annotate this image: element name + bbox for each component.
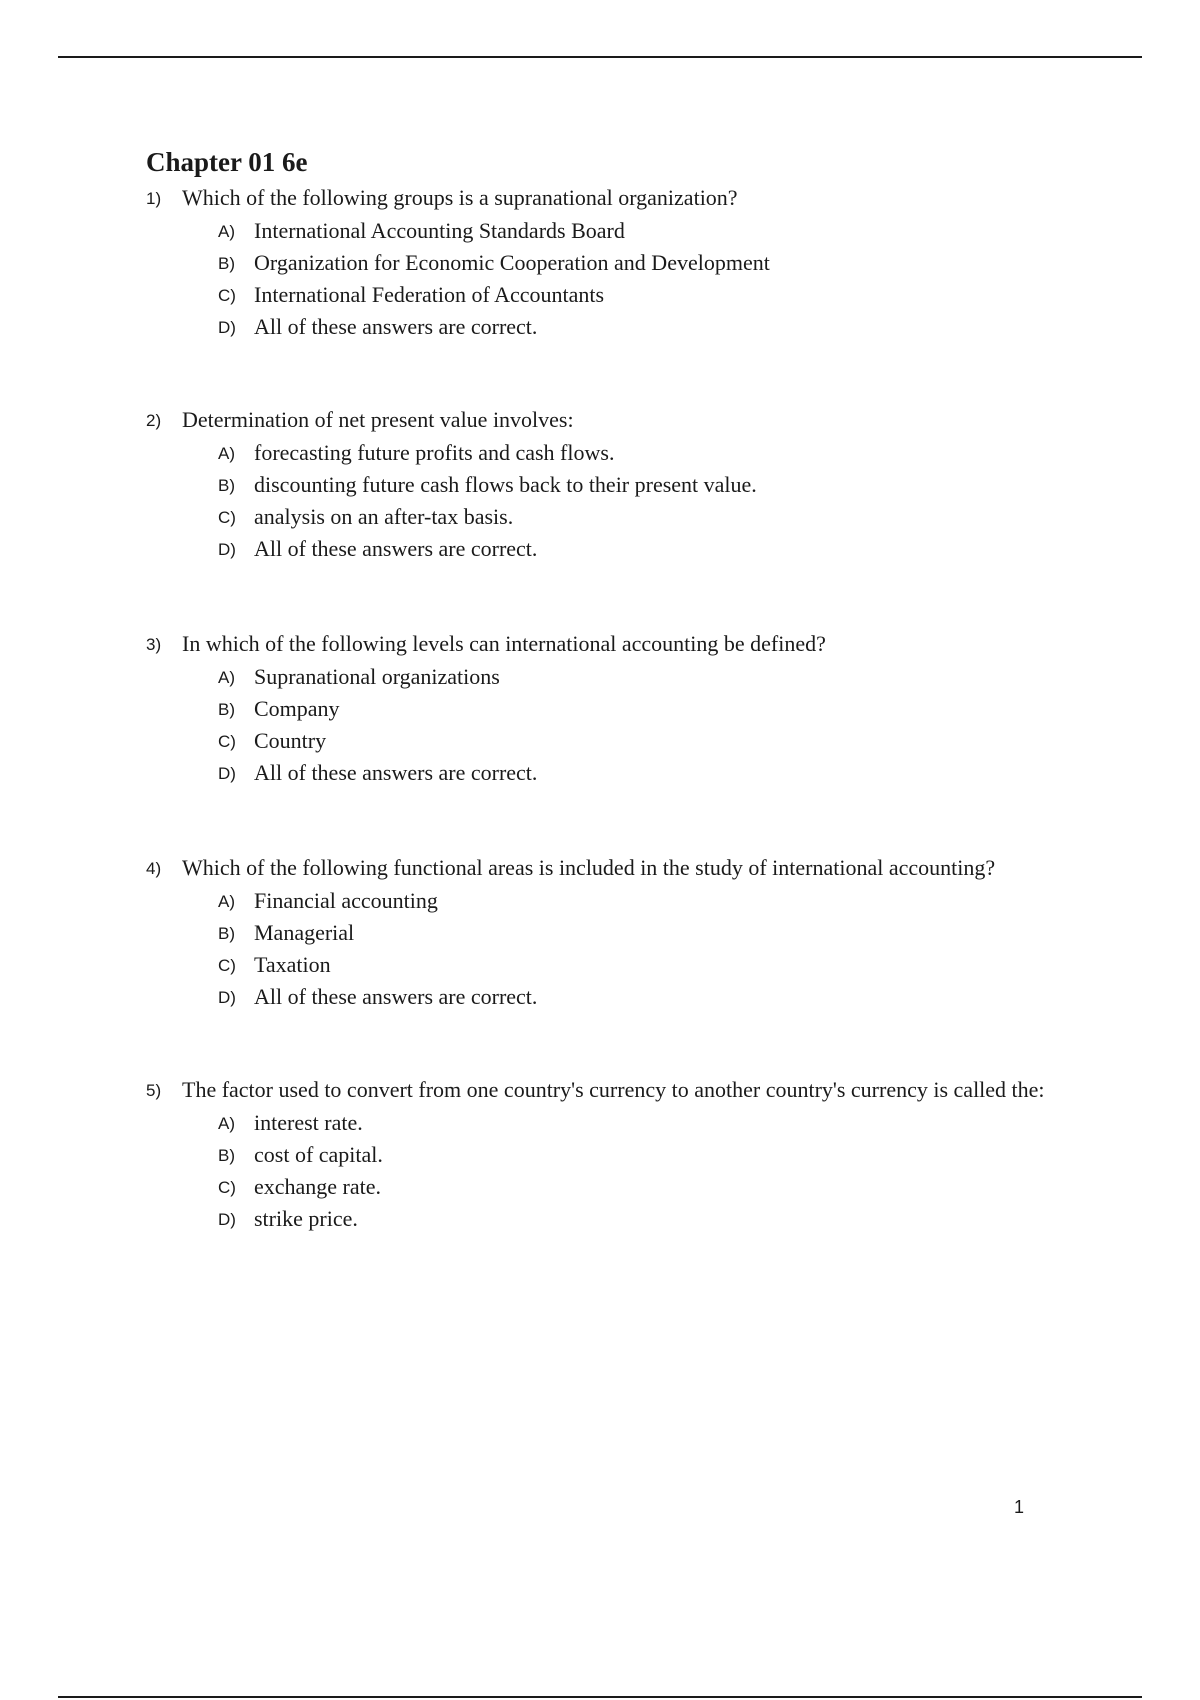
- header-rule: [58, 56, 1142, 58]
- question-text: The factor used to convert from one country's currency to another country's currency is called the:: [182, 1077, 1045, 1102]
- option-letter: B): [218, 700, 235, 719]
- question-3: [146, 628, 1096, 789]
- option-text: All of these answers are correct.: [254, 314, 538, 339]
- page-number: 1: [1014, 1497, 1025, 1517]
- answer-option-c: [218, 1171, 1096, 1203]
- question-5: [146, 1074, 1096, 1235]
- option-text: interest rate.: [254, 1110, 363, 1135]
- answer-option-b: [218, 1139, 1096, 1171]
- answer-option-c: [218, 725, 1096, 757]
- question-text: Which of the following groups is a supranational organization?: [182, 185, 738, 210]
- answer-option-d: [218, 533, 1096, 565]
- question-stem: [146, 182, 1096, 215]
- question-number: 4): [146, 859, 162, 878]
- option-letter: B): [218, 924, 235, 943]
- option-letter: A): [218, 892, 235, 911]
- option-text: Company: [254, 696, 340, 721]
- option-text: International Accounting Standards Board: [254, 218, 625, 243]
- option-letter: C): [218, 732, 236, 751]
- option-text: discounting future cash flows back to their present value.: [254, 472, 757, 497]
- question-number: 3): [146, 635, 162, 654]
- option-text: strike price.: [254, 1206, 358, 1231]
- option-letter: B): [218, 1146, 235, 1165]
- option-letter: C): [218, 286, 236, 305]
- answer-options: [146, 437, 1096, 565]
- option-letter: D): [218, 988, 236, 1007]
- option-text: Supranational organizations: [254, 664, 500, 689]
- question-number: 2): [146, 411, 162, 430]
- answer-option-a: [218, 215, 1096, 247]
- answer-option-c: [218, 501, 1096, 533]
- option-letter: A): [218, 444, 235, 463]
- answer-option-d: [218, 1203, 1096, 1235]
- option-letter: D): [218, 1210, 236, 1229]
- answer-option-c: [218, 279, 1096, 311]
- question-number: 5): [146, 1081, 162, 1100]
- question-stem: [146, 404, 1096, 437]
- option-text: Country: [254, 728, 327, 753]
- question-stem: [146, 852, 1096, 885]
- option-text: Managerial: [254, 920, 355, 945]
- option-letter: B): [218, 476, 235, 495]
- answer-option-d: [218, 981, 1096, 1013]
- answer-option-c: [218, 949, 1096, 981]
- answer-option-b: [218, 917, 1096, 949]
- question-text: Determination of net present value involves:: [182, 407, 574, 432]
- option-letter: C): [218, 956, 236, 975]
- option-text: All of these answers are correct.: [254, 760, 538, 785]
- answer-option-b: [218, 247, 1096, 279]
- option-letter: A): [218, 668, 235, 687]
- option-text: Taxation: [254, 952, 331, 977]
- answer-option-d: [218, 311, 1096, 343]
- footer-rule: [58, 1696, 1142, 1698]
- option-text: analysis on an after-tax basis.: [254, 504, 514, 529]
- answer-option-a: [218, 661, 1096, 693]
- option-letter: C): [218, 1178, 236, 1197]
- option-text: cost of capital.: [254, 1142, 383, 1167]
- option-letter: C): [218, 508, 236, 527]
- question-stem: [146, 628, 1096, 661]
- option-text: exchange rate.: [254, 1174, 382, 1199]
- answer-option-b: [218, 693, 1096, 725]
- option-letter: A): [218, 1114, 235, 1133]
- question-1: [146, 182, 1096, 343]
- answer-option-d: [218, 757, 1096, 789]
- option-letter: D): [218, 318, 236, 337]
- option-letter: A): [218, 222, 235, 241]
- answer-options: [146, 1107, 1096, 1235]
- answer-option-a: [218, 885, 1096, 917]
- answer-option-a: [218, 1107, 1096, 1139]
- answer-options: [146, 661, 1096, 789]
- question-number: 1): [146, 189, 162, 208]
- option-text: forecasting future profits and cash flows.: [254, 440, 615, 465]
- option-text: Financial accounting: [254, 888, 438, 913]
- option-letter: D): [218, 540, 236, 559]
- option-text: Organization for Economic Cooperation and Development: [254, 250, 770, 275]
- answer-options: [146, 885, 1096, 1013]
- question-stem: [146, 1074, 1096, 1107]
- option-letter: D): [218, 764, 236, 783]
- answer-options: [146, 215, 1096, 343]
- chapter-title: Chapter 01 6e: [146, 147, 308, 177]
- question-text: In which of the following levels can international accounting be defined?: [182, 631, 826, 656]
- question-2: [146, 404, 1096, 565]
- option-text: All of these answers are correct.: [254, 984, 538, 1009]
- question-text: Which of the following functional areas is included in the study of international accounting?: [182, 855, 996, 880]
- question-4: [146, 852, 1096, 1013]
- option-text: All of these answers are correct.: [254, 536, 538, 561]
- option-text: International Federation of Accountants: [254, 282, 605, 307]
- answer-option-a: [218, 437, 1096, 469]
- option-letter: B): [218, 254, 235, 273]
- answer-option-b: [218, 469, 1096, 501]
